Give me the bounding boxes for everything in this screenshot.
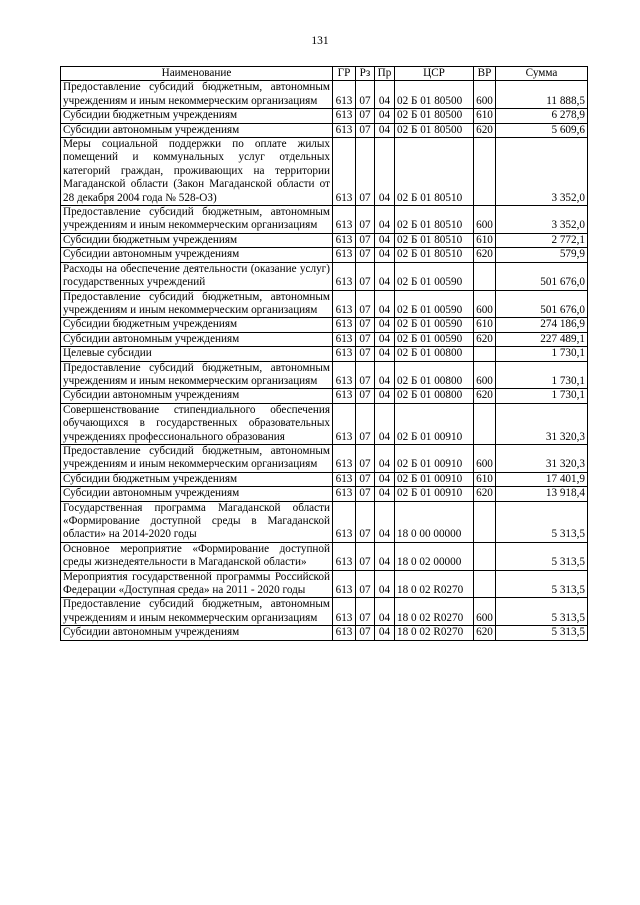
table-row: [61, 206, 588, 234]
row-sum: 5 313,5: [496, 542, 588, 570]
row-pr: 04: [375, 347, 395, 361]
page-number: 131: [311, 35, 329, 47]
row-sum: 2 772,1: [496, 233, 588, 247]
header-csr: ЦСР: [395, 67, 474, 81]
row-rz: 07: [356, 598, 375, 626]
row-sum: 13 918,4: [496, 487, 588, 501]
table-row: [61, 598, 588, 626]
row-gr: 613: [333, 472, 356, 486]
row-csr: 02 Б 01 00590: [395, 290, 474, 318]
row-csr: 02 Б 01 80510: [395, 206, 474, 234]
row-gr: 613: [333, 487, 356, 501]
row-csr: 02 Б 01 00590: [395, 318, 474, 332]
row-gr: 613: [333, 109, 356, 123]
row-gr: 613: [333, 248, 356, 262]
table-row: [61, 248, 588, 262]
row-csr: 02 Б 01 00800: [395, 361, 474, 389]
row-name: Субсидии автономным учреждениям: [61, 389, 333, 403]
table-row: [61, 123, 588, 137]
row-vr: 600: [474, 444, 496, 472]
row-rz: 07: [356, 347, 375, 361]
row-gr: 613: [333, 138, 356, 206]
row-sum: 6 278,9: [496, 109, 588, 123]
row-sum: 3 352,0: [496, 206, 588, 234]
row-sum: 274 186,9: [496, 318, 588, 332]
row-rz: 07: [356, 626, 375, 640]
row-name: Совершенствование стипендиального обеспечения обучающихся в государственных образовательных учреждениях профессионального образования: [61, 403, 333, 444]
row-pr: 04: [375, 81, 395, 109]
row-gr: 613: [333, 444, 356, 472]
row-pr: 04: [375, 626, 395, 640]
row-name: Меры социальной поддержки по оплате жилых помещений и коммунальных услуг отдельных категорий граждан, проживающих на территории Магаданской области (Закон Магаданской области от 28 декабря 2004 года № 528-ОЗ): [61, 138, 333, 206]
row-csr: 18 0 02 00000: [395, 542, 474, 570]
row-name: Субсидии бюджетным учреждениям: [61, 472, 333, 486]
row-csr: 02 Б 01 00590: [395, 332, 474, 346]
row-pr: 04: [375, 444, 395, 472]
row-gr: 613: [333, 501, 356, 542]
row-vr: 610: [474, 233, 496, 247]
row-rz: 07: [356, 318, 375, 332]
row-gr: 613: [333, 361, 356, 389]
row-pr: 04: [375, 472, 395, 486]
table-row: [61, 109, 588, 123]
row-vr: 610: [474, 109, 496, 123]
row-sum: 5 313,5: [496, 501, 588, 542]
row-csr: 18 0 02 R0270: [395, 598, 474, 626]
row-pr: 04: [375, 138, 395, 206]
row-vr: 620: [474, 332, 496, 346]
row-sum: 1 730,1: [496, 389, 588, 403]
table-row: [61, 318, 588, 332]
row-rz: 07: [356, 570, 375, 598]
row-gr: 613: [333, 570, 356, 598]
row-sum: 11 888,5: [496, 81, 588, 109]
row-pr: 04: [375, 318, 395, 332]
row-pr: 04: [375, 290, 395, 318]
row-vr: [474, 347, 496, 361]
row-gr: 613: [333, 206, 356, 234]
table-row: [61, 403, 588, 444]
table-row: [61, 444, 588, 472]
row-vr: [474, 570, 496, 598]
row-csr: 02 Б 01 80500: [395, 109, 474, 123]
row-gr: 613: [333, 403, 356, 444]
row-name: Предоставление субсидий бюджетным, автономным учреждениям и иным некоммерческим организациям: [61, 290, 333, 318]
row-vr: 600: [474, 361, 496, 389]
row-rz: 07: [356, 290, 375, 318]
table-row: [61, 389, 588, 403]
row-name: Субсидии автономным учреждениям: [61, 248, 333, 262]
table-row: [61, 542, 588, 570]
row-vr: 620: [474, 626, 496, 640]
row-gr: 613: [333, 233, 356, 247]
table-row: [61, 472, 588, 486]
table-row: [61, 361, 588, 389]
row-name: Субсидии бюджетным учреждениям: [61, 109, 333, 123]
row-csr: 02 Б 01 00910: [395, 403, 474, 444]
row-gr: 613: [333, 262, 356, 290]
row-sum: 5 313,5: [496, 626, 588, 640]
row-gr: 613: [333, 626, 356, 640]
row-pr: 04: [375, 598, 395, 626]
table-row: [61, 81, 588, 109]
row-vr: 600: [474, 598, 496, 626]
row-pr: 04: [375, 570, 395, 598]
row-rz: 07: [356, 403, 375, 444]
row-rz: 07: [356, 109, 375, 123]
row-name: Субсидии автономным учреждениям: [61, 332, 333, 346]
row-pr: 04: [375, 332, 395, 346]
row-vr: 620: [474, 389, 496, 403]
row-vr: [474, 501, 496, 542]
row-vr: 600: [474, 290, 496, 318]
row-pr: 04: [375, 123, 395, 137]
row-sum: 17 401,9: [496, 472, 588, 486]
table-row: [61, 487, 588, 501]
row-vr: [474, 138, 496, 206]
budget-table: [60, 66, 588, 641]
row-name: Субсидии автономным учреждениям: [61, 487, 333, 501]
row-pr: 04: [375, 501, 395, 542]
row-name: Субсидии бюджетным учреждениям: [61, 233, 333, 247]
row-pr: 04: [375, 403, 395, 444]
row-pr: 04: [375, 389, 395, 403]
row-pr: 04: [375, 248, 395, 262]
row-gr: 613: [333, 318, 356, 332]
header-gr: ГР: [333, 67, 356, 81]
row-pr: 04: [375, 206, 395, 234]
row-csr: 02 Б 01 00910: [395, 472, 474, 486]
row-vr: 620: [474, 487, 496, 501]
table-row: [61, 570, 588, 598]
row-rz: 07: [356, 542, 375, 570]
row-rz: 07: [356, 472, 375, 486]
row-name: Основное мероприятие «Формирование доступной среды жизнедеятельности в Магаданской области»: [61, 542, 333, 570]
row-rz: 07: [356, 332, 375, 346]
row-pr: 04: [375, 262, 395, 290]
row-vr: 620: [474, 123, 496, 137]
row-gr: 613: [333, 542, 356, 570]
row-csr: 02 Б 01 80500: [395, 81, 474, 109]
row-name: Предоставление субсидий бюджетным, автономным учреждениям и иным некоммерческим организациям: [61, 444, 333, 472]
row-csr: 02 Б 01 00910: [395, 487, 474, 501]
row-rz: 07: [356, 138, 375, 206]
row-csr: 02 Б 01 00800: [395, 347, 474, 361]
header-rz: Рз: [356, 67, 375, 81]
row-rz: 07: [356, 233, 375, 247]
row-rz: 07: [356, 262, 375, 290]
row-name: Предоставление субсидий бюджетным, автономным учреждениям и иным некоммерческим организациям: [61, 81, 333, 109]
row-sum: 1 730,1: [496, 347, 588, 361]
row-sum: 3 352,0: [496, 138, 588, 206]
row-gr: 613: [333, 389, 356, 403]
row-name: Субсидии автономным учреждениям: [61, 123, 333, 137]
row-vr: [474, 403, 496, 444]
row-pr: 04: [375, 233, 395, 247]
row-rz: 07: [356, 444, 375, 472]
row-vr: 600: [474, 81, 496, 109]
row-name: Предоставление субсидий бюджетным, автономным учреждениям и иным некоммерческим организациям: [61, 598, 333, 626]
row-vr: 610: [474, 472, 496, 486]
row-csr: 02 Б 01 80510: [395, 248, 474, 262]
row-csr: 02 Б 01 80500: [395, 123, 474, 137]
row-csr: 18 0 02 R0270: [395, 570, 474, 598]
row-sum: 501 676,0: [496, 290, 588, 318]
row-vr: [474, 542, 496, 570]
row-name: Целевые субсидии: [61, 347, 333, 361]
row-pr: 04: [375, 487, 395, 501]
header-vr: ВР: [474, 67, 496, 81]
table-row: [61, 233, 588, 247]
table-row: [61, 501, 588, 542]
row-vr: 600: [474, 206, 496, 234]
table-row: [61, 332, 588, 346]
row-csr: 02 Б 01 80510: [395, 233, 474, 247]
table-row: [61, 262, 588, 290]
row-sum: 579,9: [496, 248, 588, 262]
row-sum: 1 730,1: [496, 361, 588, 389]
row-gr: 613: [333, 332, 356, 346]
table-row: [61, 347, 588, 361]
row-csr: 02 Б 01 80510: [395, 138, 474, 206]
row-csr: 18 0 02 R0270: [395, 626, 474, 640]
row-csr: 02 Б 01 00800: [395, 389, 474, 403]
row-rz: 07: [356, 361, 375, 389]
row-sum: 227 489,1: [496, 332, 588, 346]
row-pr: 04: [375, 542, 395, 570]
table-header-row: [61, 67, 588, 81]
row-name: Государственная программа Магаданской области «Формирование доступной среды в Магаданской области» на 2014-2020 годы: [61, 501, 333, 542]
row-rz: 07: [356, 248, 375, 262]
row-name: Субсидии бюджетным учреждениям: [61, 318, 333, 332]
table-row: [61, 138, 588, 206]
row-rz: 07: [356, 123, 375, 137]
row-csr: 02 Б 01 00910: [395, 444, 474, 472]
row-rz: 07: [356, 501, 375, 542]
row-csr: 02 Б 01 00590: [395, 262, 474, 290]
row-vr: [474, 262, 496, 290]
row-sum: 5 313,5: [496, 570, 588, 598]
header-pr: Пр: [375, 67, 395, 81]
row-gr: 613: [333, 81, 356, 109]
row-sum: 31 320,3: [496, 403, 588, 444]
row-rz: 07: [356, 81, 375, 109]
row-sum: 5 313,5: [496, 598, 588, 626]
row-gr: 613: [333, 290, 356, 318]
row-sum: 5 609,6: [496, 123, 588, 137]
row-name: Мероприятия государственной программы Российской Федерации «Доступная среда» на 2011 - 2020 годы: [61, 570, 333, 598]
row-vr: 620: [474, 248, 496, 262]
row-pr: 04: [375, 361, 395, 389]
row-name: Предоставление субсидий бюджетным, автономным учреждениям и иным некоммерческим организациям: [61, 206, 333, 234]
row-gr: 613: [333, 347, 356, 361]
row-rz: 07: [356, 487, 375, 501]
table-row: [61, 290, 588, 318]
header-name: Наименование: [61, 67, 333, 81]
row-sum: 31 320,3: [496, 444, 588, 472]
row-sum: 501 676,0: [496, 262, 588, 290]
row-vr: 610: [474, 318, 496, 332]
row-rz: 07: [356, 206, 375, 234]
row-name: Субсидии автономным учреждениям: [61, 626, 333, 640]
row-rz: 07: [356, 389, 375, 403]
table-body: [61, 81, 588, 640]
header-sum: Сумма: [496, 67, 588, 81]
row-gr: 613: [333, 598, 356, 626]
row-csr: 18 0 00 00000: [395, 501, 474, 542]
table-row: [61, 626, 588, 640]
row-gr: 613: [333, 123, 356, 137]
row-name: Предоставление субсидий бюджетным, автономным учреждениям и иным некоммерческим организациям: [61, 361, 333, 389]
row-name: Расходы на обеспечение деятельности (оказание услуг) государственных учреждений: [61, 262, 333, 290]
row-pr: 04: [375, 109, 395, 123]
